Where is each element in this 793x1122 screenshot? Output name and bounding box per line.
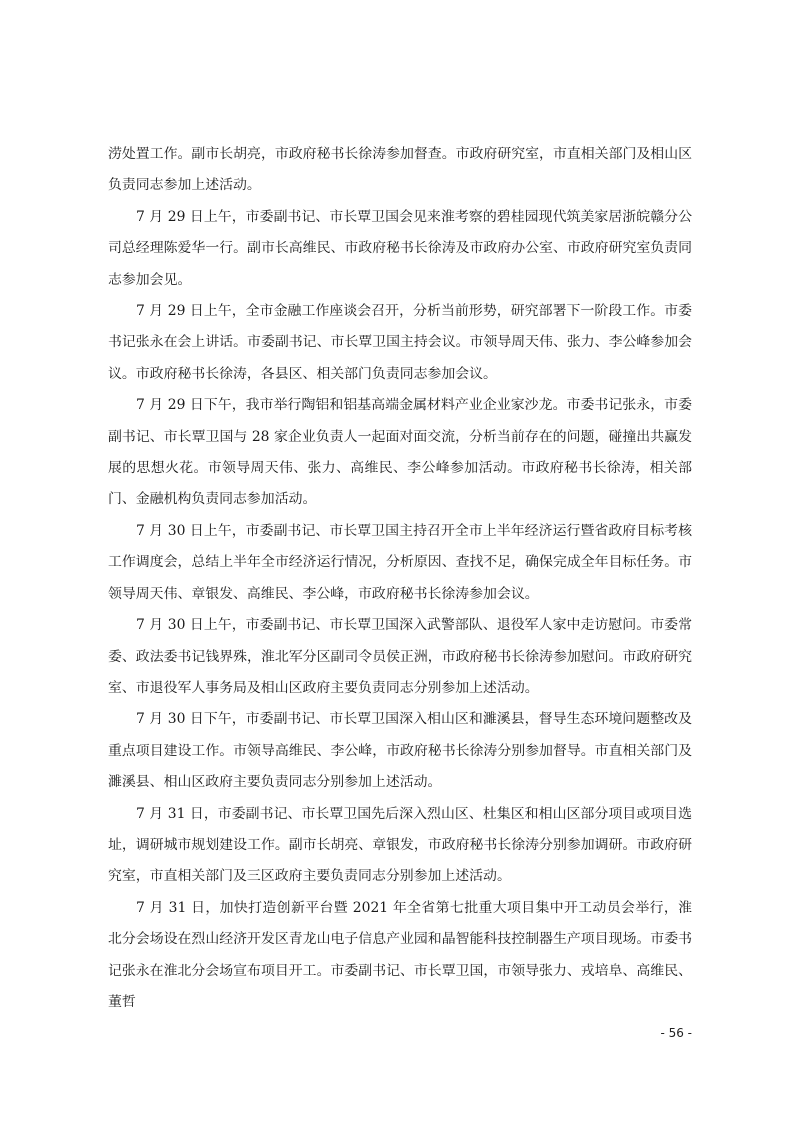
page-number: - 56 -	[660, 1026, 692, 1040]
paragraph-jul29-pm-salon: 7 月 29 日下午，我市举行陶铝和铝基高端金属材料产业企业家沙龙。市委书记张永，市委副书记、市长覃卫国与 28 家企业负责人一起面对面交流，分析当前存在的问题，碰撞出共赢发展的思想火花。市领导周天伟、张力、高维民、李公峰参加活动。市政府秘书长徐涛，相关部门、金融机构负责同志参加活动。	[108, 397, 692, 508]
paragraph-jul29-am-meeting: 7 月 29 日上午，市委副书记、市长覃卫国会见来淮考察的碧桂园现代筑美家居浙皖赣分公司总经理陈爱华一行。副市长高维民、市政府秘书长徐涛及市政府办公室、市政府研究室负责同志参加会见。	[108, 208, 692, 288]
document-body	[108, 139, 692, 1018]
paragraph-jul29-am-finance: 7 月 29 日上午，全市金融工作座谈会召开，分析当前形势，研究部署下一阶段工作。市委书记张永在会上讲话。市委副书记、市长覃卫国主持会议。市领导周天伟、张力、李公峰参加会议。市政府秘书长徐涛，各县区、相关部门负责同志参加会议。	[108, 303, 692, 382]
paragraph-jul30-am-visit: 7 月 30 日上午，市委副书记、市长覃卫国深入武警部队、退役军人家中走访慰问。市委常委、政法委书记钱界殊，淮北军分区副司令员侯正洲，市政府秘书长徐涛参加慰问。市政府研究室、市退役军人事务局及相山区政府主要负责同志分别参加上述活动。	[108, 617, 692, 696]
paragraph-jul30-am-economy: 7 月 30 日上午，市委副书记、市长覃卫国主持召开全市上半年经济运行暨省政府目标考核工作调度会，总结上半年全市经济运行情况，分析原因、查找不足，确保完成全年目标任务。市领导周天伟、章银发、高维民、李公峰，市政府秘书长徐涛参加会议。	[108, 522, 692, 602]
paragraph-jul31-research: 7 月 31 日，市委副书记、市长覃卫国先后深入烈山区、杜集区和相山区部分项目或项目选址，调研城市规划建设工作。副市长胡亮、章银发，市政府秘书长徐涛分别参加调研。市政府研究室，市直相关部门及三区政府主要负责同志分别参加上述活动。	[108, 805, 692, 885]
paragraph-jul30-pm-inspection: 7 月 30 日下午，市委副书记、市长覃卫国深入相山区和濉溪县，督导生态环境问题整改及重点项目建设工作。市领导高维民、李公峰，市政府秘书长徐涛分别参加督导。市直相关部门及濉溪县、相山区政府主要负责同志分别参加上述活动。	[108, 711, 692, 791]
paragraph-continuation: 涝处置工作。副市长胡亮，市政府秘书长徐涛参加督查。市政府研究室，市直相关部门及相山区负责同志参加上述活动。	[108, 146, 692, 194]
paragraph-jul31-projects: 7 月 31 日，加快打造创新平台暨 2021 年全省第七批重大项目集中开工动员会举行，淮北分会场设在烈山经济开发区青龙山电子信息产业园和晶智能科技控制器生产项目现场。市委书记张永在淮北分会场宣布项目开工。市委副书记、市长覃卫国，市领导张力、戎培阜、高维民、董哲	[108, 899, 692, 1010]
